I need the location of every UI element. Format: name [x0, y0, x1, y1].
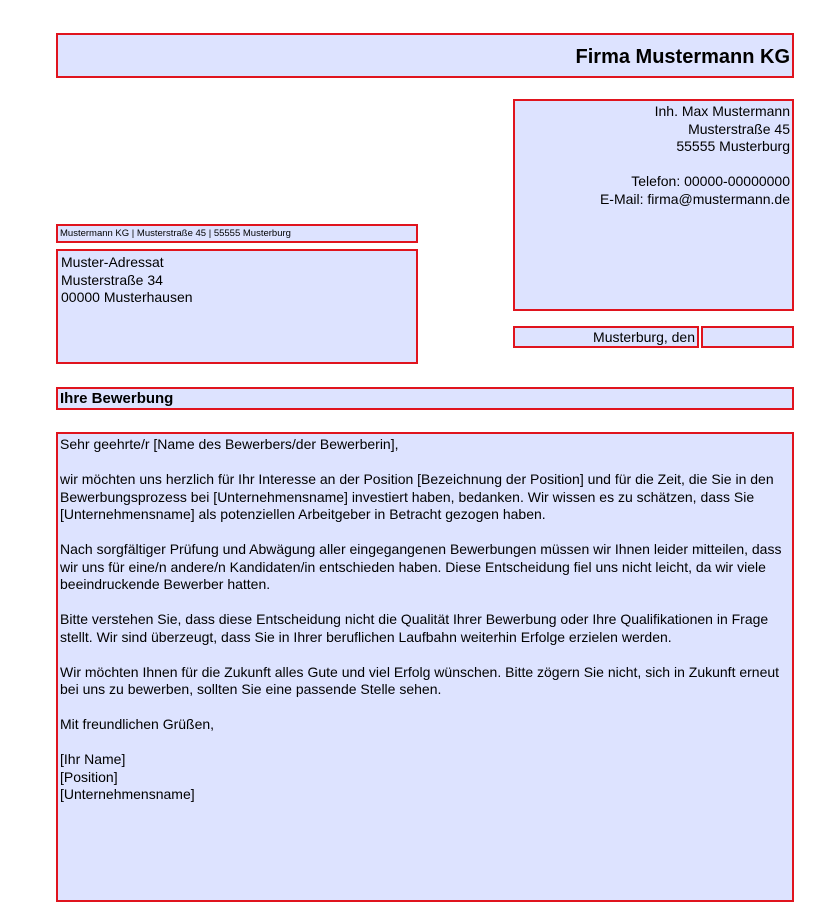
return-address-field[interactable]: Mustermann KG | Musterstraße 45 | 55555 Musterburg [56, 224, 418, 243]
body-paragraph: Wir möchten Ihnen für die Zukunft alles Gute und viel Erfolg wünschen. Bitte zögern Sie nicht, sich in Zukunft erneut bei uns zu bewerben, sollten Sie eine passende Stelle sehen. [60, 663, 780, 697]
signature-position: [Position] [60, 768, 118, 785]
recipient-address-field[interactable] [56, 249, 418, 364]
recipient-name: Muster-Adressat [61, 254, 164, 270]
closing: Mit freundlichen Grüßen, [60, 716, 215, 732]
body-paragraph: Nach sorgfältiger Prüfung und Abwägung aller eingegangenen Bewerbungen müssen wir Ihnen leider mitteilen, dass wir uns für eine/n andere/n Kandidaten/in entschieden haben. Diese Entscheidung fiel uns nicht leicht, da wir viele beeindruckende Bewerber hatten. [60, 541, 782, 592]
recipient-city: 00000 Musterhausen [61, 289, 193, 305]
body-paragraph: Bitte verstehen Sie, dass diese Entscheidung nicht die Qualität Ihrer Bewerbung oder Ihre Qualifikationen in Frage stellt. Wir sind überzeugt, dass Sie in Ihrer beruflichen Laufbahn weiterhin Erfolge erzielen werden. [60, 611, 769, 645]
sender-street: Musterstraße 45 [688, 120, 790, 137]
company-name-field[interactable]: Firma Mustermann KG [56, 33, 794, 78]
body-paragraph: wir möchten uns herzlich für Ihr Interesse an der Position [Bezeichnung der Position] und für die Zeit, die Sie in den Bewerbungsprozess bei [Unternehmensname] investiert haben, bedanken. Wir wissen es zu schätzen, dass Sie [Unternehmensname] als potenziellen Arbeitgeber in Betracht gezogen haben. [60, 471, 774, 522]
letter-body-field[interactable] [56, 432, 794, 902]
sender-owner: Inh. Max Mustermann [654, 103, 790, 119]
signature-name: [Ihr Name] [60, 751, 126, 767]
date-value-field[interactable] [701, 326, 794, 348]
sender-spacer [515, 156, 790, 174]
sender-address-field[interactable] [513, 99, 794, 311]
date-label-field[interactable]: Musterburg, den [513, 326, 699, 348]
salutation: Sehr geehrte/r [Name des Bewerbers/der Bewerberin], [60, 436, 399, 452]
subject-field[interactable]: Ihre Bewerbung [56, 387, 794, 410]
signature-company: [Unternehmensname] [60, 786, 195, 802]
sender-phone: Telefon: 00000-00000000 [631, 173, 790, 189]
recipient-street: Musterstraße 34 [61, 271, 163, 288]
sender-city: 55555 Musterburg [676, 138, 790, 154]
sender-email: E-Mail: firma@mustermann.de [599, 190, 790, 207]
